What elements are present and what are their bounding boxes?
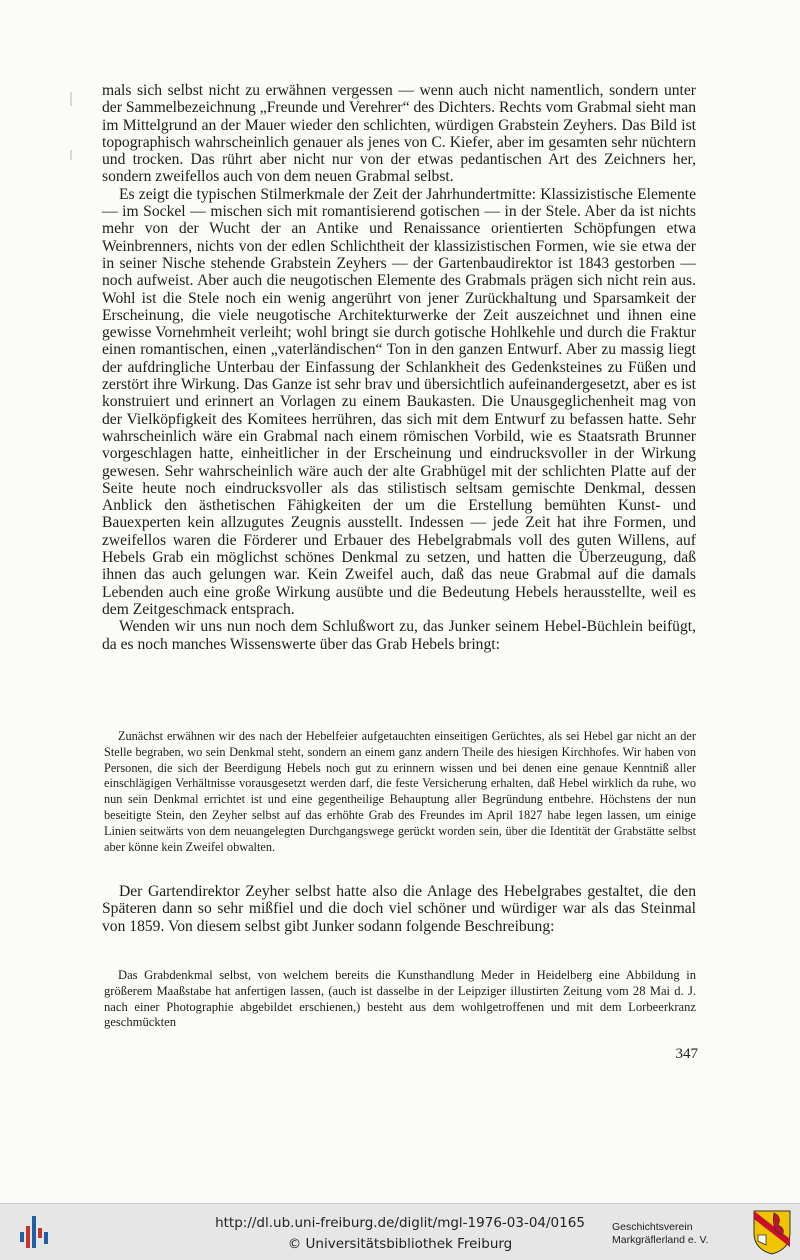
library-logo-icon[interactable] [14, 1212, 54, 1252]
margin-mark [70, 92, 72, 106]
society-name [612, 1221, 750, 1246]
society-name-line2: Markgräflerland e. V. [612, 1233, 709, 1246]
body-paragraph: Wenden wir uns nun noch dem Schlußwort zu, das Junker seinem Hebel-Büchlein beifügt, da es noch manches Wissenswerte über das Grab Hebels bringt: [102, 618, 696, 653]
document-url-link[interactable]: http://dl.ub.uni-freiburg.de/diglit/mgl-1976-03-04/0165 [215, 1215, 585, 1231]
coat-of-arms-icon [752, 1209, 792, 1255]
society-name-line1: Geschichtsverein [612, 1221, 693, 1233]
copyright-text: © Universitätsbibliothek Freiburg [287, 1236, 513, 1252]
block-quote [104, 729, 696, 855]
block-quote [104, 968, 696, 1031]
body-paragraph: mals sich selbst nicht zu erwähnen vergessen — wenn auch nicht namentlich, sondern unter der Sammelbezeichnung „Freunde und Verehrer“ des Dichters. Rechts vom Grabmal sieht man im Mittelgrund an der Mauer wieder den schlichten, würdigen Grabstein Zeyhers. Das Bild ist topographisch wahrscheinlich genauer als jenes von C. Kiefer, aber im gesamten sehr nüchtern und trocken. Das rührt aber nicht nur von der etwas pedantischen Art des Zeichners her, sondern zweifellos auch von dem neuen Grabmal selbst. [102, 82, 696, 186]
margin-mark [70, 150, 72, 160]
page-number: 347 [675, 1046, 698, 1062]
footer-bar [0, 1203, 800, 1260]
quote-paragraph: Das Grabdenkmal selbst, von welchem bereits die Kunsthandlung Meder in Heidelberg eine Abbildung in größerem Maaßstabe hat anfertigen lassen, (auch ist dasselbe in der Leipziger illustirten Zeitung vom 28 Mai d. J. nach einer Photographie abgebildet erschienen,) besteht aus dem wohlgetroffenen und mit dem Lorbeerkranz geschmückten [104, 968, 696, 1030]
quote-paragraph: Zunächst erwähnen wir des nach der Hebelfeier aufgetauchten einseitigen Gerüchtes, als sei Hebel gar nicht an der Stelle begraben, wo sein Denkmal steht, sondern an einem ganz andern Theile des hiesigen Kirchhofes. Wir haben von Personen, die sich der Beerdigung Hebels noch gut zu erinnern wissen und bei denen eine genaue Kenntniß aller einschlägigen Verhältnisse vorausgesetzt werden darf, die feste Versicherung erhalten, daß Hebel wirklich da ruhe, wo nun sein Denkmal errichtet ist und eine gegentheilige Behauptung aller Begründung entbehre. Höchstens der nun beseitigte Stein, den Zeyher selbst auf das erhöhte Grab des Freundes im April 1827 habe legen lassen, um einige Linien seitwärts von dem neuangelegten Durchgangswege gerückt worden sein, über die Identität der Grabstätte selbst aber könne kein Zweifel obwalten. [104, 729, 696, 854]
body-paragraph: Es zeigt die typischen Stilmerkmale der Zeit der Jahrhundertmitte: Klassizistische Elemente — im Sockel — mischen sich mit romantisierend gotischen — in der Stele. Aber da ist nichts mehr von der Wucht der an Antike und Renaissance orientierten Schöpfungen etwa Weinbrenners, nichts von der edlen Schlichtheit der klassizistischen Formen, wie sie etwa der in seiner Nische stehende Grabstein Zeyhers — der Gartenbaudirektor ist 1843 gestorben — noch aufweist. Aber auch die neugotischen Elemente des Grabmals prägen sich nicht rein aus. Wohl ist die Stele noch ein wenig angerührt von jener Zurückhaltung und Sparsamkeit der Erscheinung, die viele neugotische Architekturwerke der Zeit auszeichnet und ihnen eine gewisse Vornehmheit verleiht; wohl bringt sie durch gotische Hohlkehle und durch die Fraktur einen romantischen, einen „vaterländischen“ Ton in den ganzen Entwurf. Aber zu massig liegt der aufdringliche Unterbau der Einfassung der Schlankheit des Gedenksteines zu Füßen und zerstört ihre Wirkung. Das Ganze ist sehr brav und übersichtlich aufeinandergesetzt, aber es ist konstruiert und erinnert an Vorlagen zu einem Baukasten. Die Unausgeglichenheit mag von der Vielköpfigkeit des Komitees herrühren, das sich mit dem Entwurf zu befassen hatte. Sehr wahrscheinlich wäre ein Grabmal nach einem römischen Vorbild, wie es Staatsrath Brunner vorgeschlagen hatte, einheitlicher in der Erscheinung und eindrucksvoller in der Wirkung gewesen. Sehr wahrscheinlich wäre auch der alte Grabhügel mit der schlichten Platte auf der Seite heute noch eindrucksvoller als das stilistisch seltsam gemischte Denkmal, dessen Anblick den ästhetischen Fähigkeiten der um die Erstellung bemühten Kunst- und Bauexperten kein allzugutes Zeugnis ausstellt. Indessen — jede Zeit hat ihre Formen, und zweifellos waren die Förderer und Erbauer des Hebelgrabmals voll des guten Willens, auf Hebels Grab ein möglichst schönes Denkmal zu setzen, und hatten die Überzeugung, daß ihnen das auch gelungen war. Kein Zweifel auch, daß das neue Grabmal auf die damals Lebenden auch eine große Wirkung ausübte und die Bedeutung Hebels herausstellte, weil es dem Zeitgeschmack entsprach. [102, 185, 696, 618]
body-paragraph: Der Gartendirektor Zeyher selbst hatte also die Anlage des Hebelgrabes gestaltet, die den Späteren dann so sehr mißfiel und die doch viel schöner und würdiger war als das Steinmal von 1859. Von diesem selbst gibt Junker sodann folgende Beschreibung: [102, 883, 696, 935]
main-text [102, 82, 696, 653]
body-paragraph-block [102, 883, 696, 935]
